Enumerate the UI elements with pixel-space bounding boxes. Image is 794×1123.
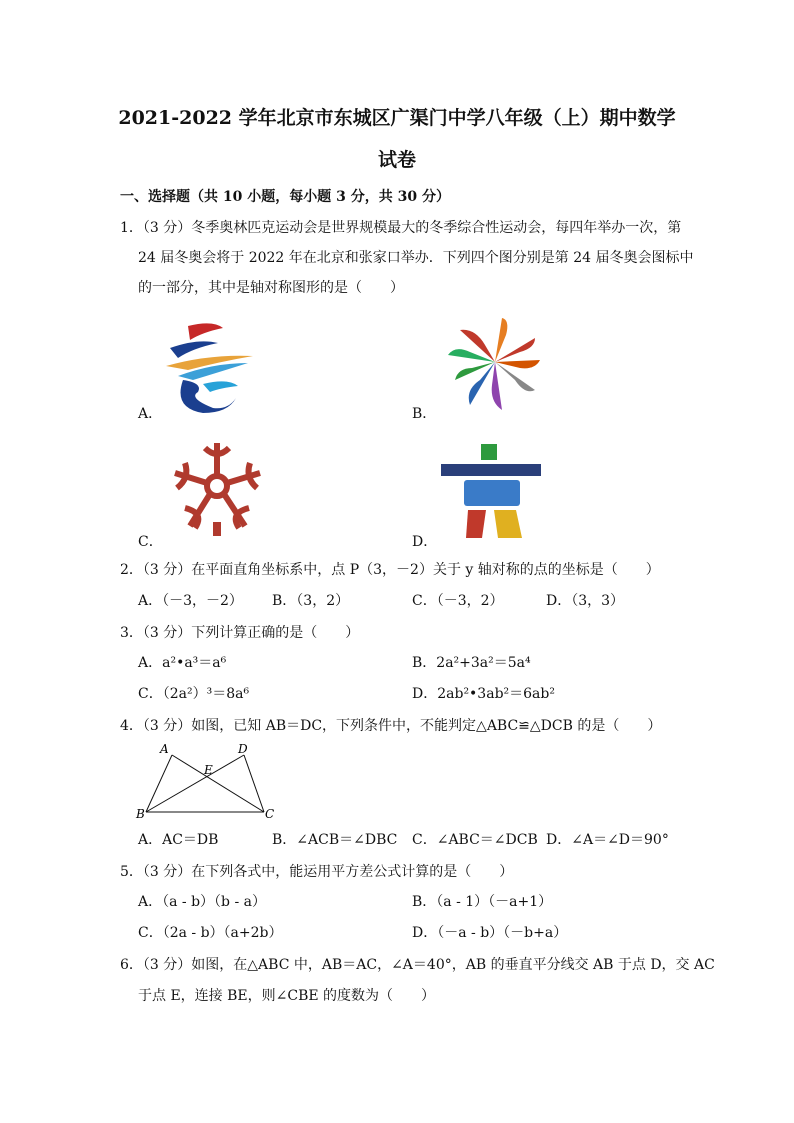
q6-line2: 于点 E，连接 BE，则∠CBE 的度数为（ ） xyxy=(138,988,436,1004)
q6-line1: 6．（3 分）如图，在△ABC 中，AB＝AC，∠A＝40°，AB 的垂直平分线交 AB 于点 D，交 AC xyxy=(120,957,715,973)
olympic-emblem-c-image xyxy=(165,438,270,538)
q4-option-d: D．∠A＝∠D＝90° xyxy=(546,832,669,848)
q1-option-d: D． xyxy=(412,534,438,550)
q3-option-d: D．2ab²•3ab²＝6ab² xyxy=(412,686,555,702)
q4-option-b: B．∠ACB＝∠DBC xyxy=(272,832,398,848)
q1-line3: 的一部分，其中是轴对称图形的是（ ） xyxy=(138,280,404,296)
q2-option-a: A．（－3，－2） xyxy=(138,593,243,609)
q3-option-b: B．2a²+3a²＝5a⁴ xyxy=(412,655,531,671)
q4-option-c: C．∠ABC＝∠DCB xyxy=(412,832,538,848)
q5-stem: 5．（3 分）在下列各式中，能运用平方差公式计算的是（ ） xyxy=(120,864,514,880)
q5-option-b: B．（a - 1）（－a+1） xyxy=(412,894,553,910)
q5-option-d: D．（－a - b）（－b+a） xyxy=(412,925,568,941)
document-title-line2: 试卷 xyxy=(377,149,416,171)
q4-option-a: A．AC＝DB xyxy=(138,832,219,848)
q3-stem: 3．（3 分）下列计算正确的是（ ） xyxy=(120,625,360,641)
q1-option-c: C． xyxy=(138,534,163,550)
olympic-emblem-a-image xyxy=(158,318,258,413)
document-title-line1: 2021-2022 学年北京市东城区广渠门中学八年级（上）期中数学 xyxy=(118,107,676,129)
q4-label-a: A xyxy=(160,742,169,756)
q4-label-b: B xyxy=(136,807,145,820)
section-heading: 一、选择题（共 10 小题，每小题 3 分，共 30 分） xyxy=(120,189,450,205)
q3-option-a: A．a²•a³＝a⁶ xyxy=(138,655,227,671)
q4-label-c: C xyxy=(265,807,275,820)
olympic-emblem-d-image xyxy=(436,440,546,540)
q4-label-e: E xyxy=(204,763,213,777)
q1-option-a: A． xyxy=(138,406,163,422)
q1-line1: 1．（3 分）冬季奥林匹克运动会是世界规模最大的冬季综合性运动会，每四年举办一次，第 xyxy=(120,220,682,236)
olympic-emblem-b-image xyxy=(440,310,550,415)
q2-option-c: C．（－3，2） xyxy=(412,593,504,609)
q4-stem: 4．（3 分）如图，已知 AB＝DC，下列条件中，不能判定△ABC≌△DCB 的是（ ） xyxy=(120,718,662,734)
q5-option-c: C．（2a - b）（a+2b） xyxy=(138,925,283,941)
q1-line2: 24 届冬奥会将于 2022 年在北京和张家口举办．下列四个图分别是第 24 届冬奥会图标中 xyxy=(138,250,694,266)
q5-option-a: A．（a - b）（b - a） xyxy=(138,894,266,910)
q2-option-b: B．（3，2） xyxy=(272,593,350,609)
q4-label-d: D xyxy=(238,742,248,756)
q3-option-c: C．（2a²）³＝8a⁶ xyxy=(138,686,250,702)
q2-stem: 2．（3 分）在平面直角坐标系中，点 P（3，－2）关于 y 轴对称的点的坐标是（ ） xyxy=(120,562,660,578)
q1-option-b: B． xyxy=(412,406,437,422)
q2-option-d: D．（3，3） xyxy=(546,593,625,609)
q4-triangle-figure xyxy=(134,740,284,820)
